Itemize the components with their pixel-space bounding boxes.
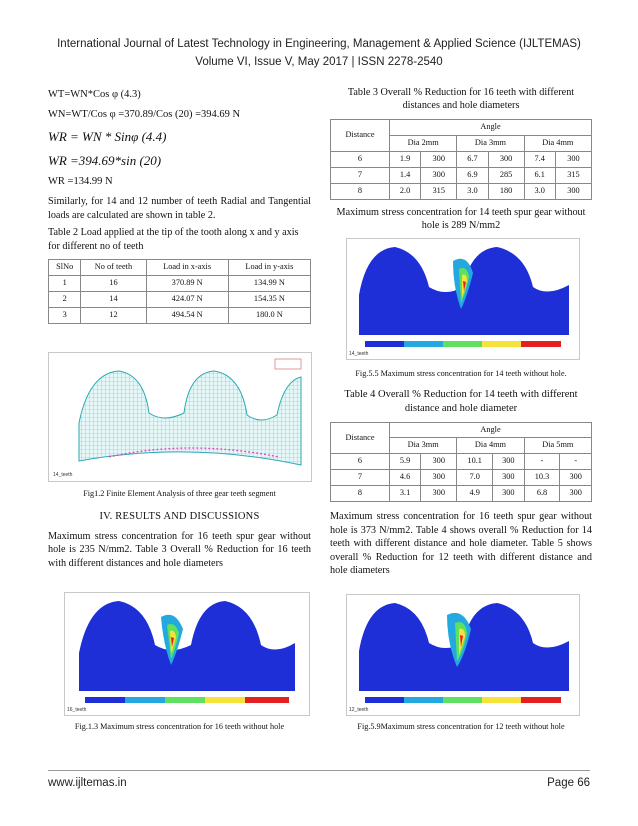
table-cell: 12	[81, 307, 146, 323]
table-cell: 300	[555, 151, 591, 167]
fig13-caption: Fig.1.3 Maximum stress concentration for 16 teeth without hole	[74, 722, 285, 731]
footer-rule	[48, 770, 590, 771]
figure-1-2-mesh	[48, 352, 312, 482]
table-cell: 1	[49, 276, 81, 292]
equation-wn: WN=WT/Cos φ =370.89/Cos (20) =394.69 N	[48, 108, 241, 120]
table-header: Dia 5mm	[524, 438, 591, 454]
equation-4-4: WR = WN * Sinφ (4.4)	[48, 128, 167, 144]
table-cell: 6	[331, 151, 390, 167]
table-cell: 3.0	[457, 183, 488, 199]
table-header: No of teeth	[81, 260, 146, 276]
table-header: SlNo	[49, 260, 81, 276]
table-header: Dia 4mm	[457, 438, 524, 454]
table-cell: 2.0	[390, 183, 421, 199]
fig55-caption: Fig.5.5 Maximum stress concentration for 14 teeth without hole.	[355, 369, 567, 378]
table-cell: 7.0	[457, 470, 493, 486]
table-cell: 300	[555, 183, 591, 199]
table-header: Dia 3mm	[390, 438, 457, 454]
footer-site-link[interactable]: www.ijltemas.in	[48, 777, 127, 789]
table-cell: 7.4	[524, 151, 555, 167]
table-cell: 3.0	[524, 183, 555, 199]
fig13-caption-wrap	[48, 719, 311, 733]
table-2	[48, 259, 311, 324]
table-cell: 10.1	[457, 454, 493, 470]
right-column-mid	[330, 366, 592, 582]
table-cell: 7	[331, 470, 390, 486]
table-header-row	[331, 422, 592, 438]
table-cell: 300	[421, 454, 457, 470]
figure-1-3-stress	[64, 592, 310, 716]
table-cell: 4.9	[457, 486, 493, 502]
journal-title: International Journal of Latest Technology in Engineering, Management & Applied Science (IJLTEMAS)	[57, 38, 581, 50]
equation-wr-result: WR =134.99 N	[48, 176, 113, 188]
table-header: Load in x-axis	[146, 260, 228, 276]
table-header: Angle	[390, 119, 592, 135]
table-cell: 6	[331, 454, 390, 470]
table-cell: 300	[421, 486, 457, 502]
table-header-row	[331, 119, 592, 135]
table-header: Distance	[331, 119, 390, 151]
table-4	[330, 422, 592, 503]
table-cell: 154.35 N	[228, 291, 310, 307]
equation-wr-sin: WR =394.69*sin (20)	[48, 152, 162, 168]
table-cell: 6.8	[524, 486, 560, 502]
page-number: Page 66	[547, 777, 590, 789]
table-cell: 6.7	[457, 151, 488, 167]
figure-tag: 14_teeth	[349, 351, 369, 357]
table-row	[49, 307, 311, 323]
table-row	[331, 151, 592, 167]
table-cell: 494.54 N	[146, 307, 228, 323]
table-cell: 315	[555, 167, 591, 183]
table-cell: 1.9	[390, 151, 421, 167]
table-cell: 16	[81, 276, 146, 292]
table-cell: 300	[560, 470, 592, 486]
table-cell: 285	[488, 167, 524, 183]
table-cell: 1.4	[390, 167, 421, 183]
right-column	[330, 86, 592, 233]
table-3	[330, 119, 592, 200]
figure-tag: 12_teeth	[349, 707, 369, 713]
table-cell: 300	[421, 151, 457, 167]
table-header: Dia 3mm	[457, 135, 524, 151]
table-cell: -	[524, 454, 560, 470]
table-row	[331, 486, 592, 502]
table-cell: 300	[493, 470, 525, 486]
table-cell: 300	[421, 167, 457, 183]
table-cell: 315	[421, 183, 457, 199]
table-cell: 8	[331, 183, 390, 199]
left-column	[48, 88, 311, 324]
table-header: Dia 2mm	[390, 135, 457, 151]
table-cell: 300	[488, 151, 524, 167]
table-cell: 6.9	[457, 167, 488, 183]
paragraph-14-teeth: Maximum stress concentration for 14 teeth spur gear without hole is 289 N/mm2	[336, 206, 586, 232]
figure-5-5-stress	[346, 238, 580, 360]
table-row	[331, 470, 592, 486]
table-cell: 4.6	[390, 470, 421, 486]
table-cell: 7	[331, 167, 390, 183]
table-header: Load in y-axis	[228, 260, 310, 276]
table-header-row	[49, 260, 311, 276]
figure-tag: 14_teeth	[53, 472, 73, 478]
table3-caption: Table 3 Overall % Reduction for 16 teeth with different distances and hole diameters	[347, 87, 575, 112]
footer	[48, 777, 590, 789]
table-cell: 300	[493, 486, 525, 502]
table-row	[331, 454, 592, 470]
table-header: Dia 4mm	[524, 135, 591, 151]
figure-5-9-stress	[346, 594, 580, 716]
figure-tag: 16_teeth	[67, 707, 87, 713]
table-row	[331, 167, 592, 183]
table4-caption: Table 4 Overall % Reduction for 14 teeth with different distance and hole diameter	[344, 388, 578, 414]
journal-issue: Volume VI, Issue V, May 2017 | ISSN 2278-2540	[195, 56, 443, 68]
table-cell: 2	[49, 291, 81, 307]
equation-4-3: WT=WN*Cos φ (4.3)	[48, 89, 141, 100]
fig12-caption: Fig1.2 Finite Element Analysis of three gear teeth segment	[83, 489, 276, 498]
table-cell: -	[560, 454, 592, 470]
table-cell: 424.07 N	[146, 291, 228, 307]
paragraph-tables-4-5: Maximum stress concentration for 16 teeth spur gear without hole is 373 N/mm2. Table 4 shows overall % Reduction for 14 teeth with different distance and hole diameter. Table 5 shows overall % Reduction for 12 teeth with different distance and hole diameters	[330, 511, 592, 577]
table-cell: 3	[49, 307, 81, 323]
table-row	[331, 183, 592, 199]
fig59-caption: Fig.5.9Maximum stress concentration for 12 teeth without hole	[357, 722, 565, 731]
section-heading: IV. RESULTS AND DISCUSSIONS	[99, 510, 260, 522]
table-cell: 300	[421, 470, 457, 486]
table2-caption: Table 2 Load applied at the tip of the tooth along x and y axis for different no of teeth	[48, 227, 299, 252]
table-cell: 300	[493, 454, 525, 470]
table-cell: 10.3	[524, 470, 560, 486]
table-header: Angle	[390, 422, 592, 438]
table-header: Distance	[331, 422, 390, 454]
left-column-lower	[48, 486, 311, 574]
fig59-caption-wrap	[330, 719, 592, 733]
table-row	[49, 276, 311, 292]
table-cell: 180.0 N	[228, 307, 310, 323]
table-cell: 5.9	[390, 454, 421, 470]
table-row	[49, 291, 311, 307]
table-cell: 8	[331, 486, 390, 502]
paragraph-loads: Similarly, for 14 and 12 number of teeth Radial and Tangential loads are calculated are shown in table 2.	[48, 196, 311, 221]
table-cell: 3.1	[390, 486, 421, 502]
table-cell: 370.89 N	[146, 276, 228, 292]
table-cell: 134.99 N	[228, 276, 310, 292]
table-cell: 6.1	[524, 167, 555, 183]
table-cell: 300	[560, 486, 592, 502]
paragraph-results: Maximum stress concentration for 16 teeth spur gear without hole is 235 N/mm2. Table 3 Overall % Reduction for 16 teeth with different distances and hole diameters	[48, 530, 311, 569]
table-cell: 180	[488, 183, 524, 199]
table-cell: 14	[81, 291, 146, 307]
